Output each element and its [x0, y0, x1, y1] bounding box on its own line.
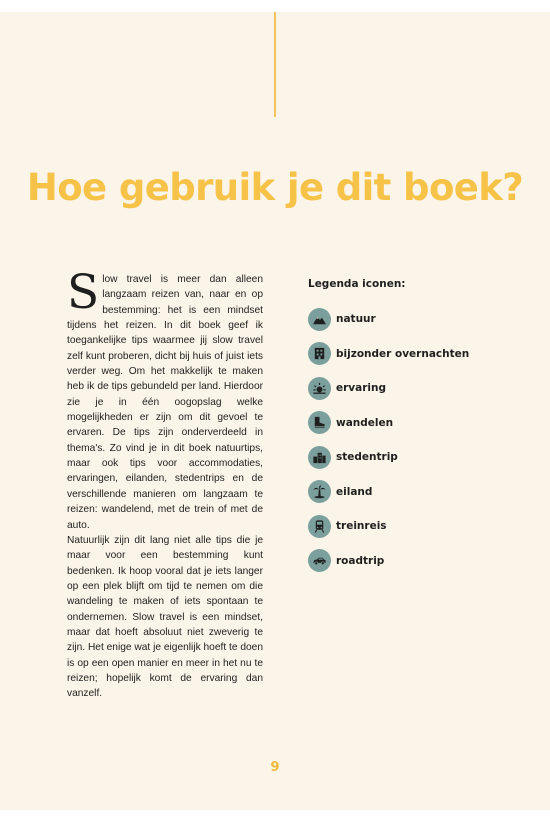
building-icon	[308, 342, 331, 365]
legend-item-natuur	[308, 302, 508, 337]
legend-label: bijzonder overnachten	[336, 347, 470, 360]
intro-paragraph-2: Natuurlijk zijn dit lang niet alle tips die je maar voor een bestemming kunt bedenken. Ik hoop vooral dat je iets langer op een plek blijft om tijd te nemen om die wandeling te maken of iets spontaan te ondernemen. Slow travel is een mindset, maar dat hoeft absoluut niet zweverig te zijn. Het enige wat je eigenlijk hoeft te doen is op een open manier en meer in het nu te reizen; hopelijk komt de ervaring dan vanzelf.	[67, 534, 263, 700]
legend-label: stedentrip	[336, 451, 398, 464]
page-number: 9	[270, 760, 280, 775]
icon-legend	[308, 278, 508, 578]
legend-label: ervaring	[336, 382, 386, 395]
legend-item-bijzonder-overnachten	[308, 337, 508, 372]
page-title: Hoe gebruik je dit boek?	[26, 166, 524, 209]
top-divider-line	[274, 12, 276, 117]
legend-item-stedentrip	[308, 440, 508, 475]
paragraph-1-text: low travel is meer dan alleen langzaam reizen van, naar en op bestemming: het is een mindset tijdens het reizen. In dit boek geef ik toegankelijke tips waarmee jij slow travel zelf kunt proberen, dicht bij huis of juist iets verder weg. Om het makkelijk te maken heb ik de tips gebundeld per land. Hierdoor zie je in één oogopslag welke mogelijkheden er zijn om dit gevoel te ervaren. De tips zijn onderverdeeld in thema's. Zo vind je in dit boek natuurtips, maar ook tips voor accommodaties, ervaringen, eilanden, stedentrips en de verschillende manieren om langzaam te reizen: wandelend, met de trein of met de auto.	[67, 274, 263, 531]
drop-cap: S	[67, 265, 100, 320]
legend-item-roadtrip	[308, 544, 508, 579]
legend-item-wandelen	[308, 406, 508, 441]
book-page	[0, 12, 550, 810]
legend-label: treinreis	[336, 520, 387, 533]
legend-label: eiland	[336, 485, 373, 498]
legend-item-ervaring	[308, 371, 508, 406]
legend-label: roadtrip	[336, 554, 385, 567]
legend-label: natuur	[336, 313, 376, 326]
legend-label: wandelen	[336, 416, 394, 429]
intro-text	[67, 265, 263, 702]
mountain-icon	[308, 308, 331, 331]
legend-title: Legenda iconen:	[308, 278, 406, 290]
intro-paragraph-1	[67, 265, 263, 533]
legend-item-eiland	[308, 475, 508, 510]
palm-tree-icon	[308, 480, 331, 503]
city-icon	[308, 446, 331, 469]
car-icon	[308, 549, 331, 572]
sun-icon	[308, 377, 331, 400]
legend-item-treinreis	[308, 509, 508, 544]
boot-icon	[308, 411, 331, 434]
train-icon	[308, 515, 331, 538]
